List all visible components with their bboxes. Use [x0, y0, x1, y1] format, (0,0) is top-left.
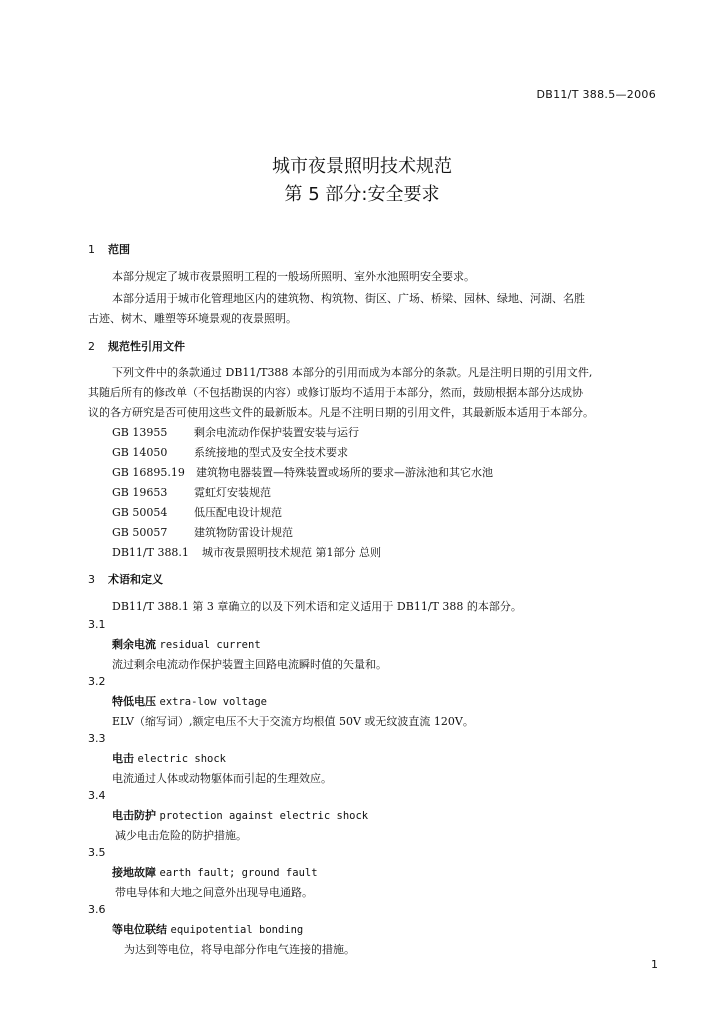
- term-number: 3.4: [88, 789, 106, 802]
- term-name: [112, 807, 368, 823]
- term-chinese: 接地故障: [112, 866, 156, 879]
- reference-item: [112, 484, 271, 500]
- section-title: 规范性引用文件: [108, 340, 185, 353]
- section-title: 术语和定义: [108, 573, 163, 586]
- term-name: [112, 921, 303, 937]
- reference-title: 霓虹灯安装规范: [194, 486, 271, 499]
- term-name: [112, 864, 318, 880]
- paragraph: 本部分规定了城市夜景照明工程的一般场所照明、室外水池照明安全要求。: [112, 270, 475, 283]
- term-english: earth fault; ground fault: [159, 867, 318, 879]
- reference-code: GB 50054: [112, 506, 168, 519]
- term-definition: 电流通过人体或动物躯体而引起的生理效应。: [112, 772, 332, 785]
- reference-item: [112, 464, 493, 480]
- reference-code: GB 50057: [112, 526, 168, 539]
- term-chinese: 电击: [112, 752, 134, 765]
- term-definition: 为达到等电位，将导电部分作电气连接的措施。: [124, 943, 355, 956]
- term-english: protection against electric shock: [159, 810, 369, 822]
- reference-item: [112, 544, 381, 560]
- term-number: 3.3: [88, 732, 106, 745]
- reference-item: [112, 524, 293, 540]
- section-number: 3: [88, 573, 95, 586]
- term-definition: ELV（缩写词）,额定电压不大于交流方均根值 50V 或无纹波直流 120V。: [112, 715, 474, 728]
- term-chinese: 特低电压: [112, 695, 156, 708]
- reference-title: 系统接地的型式及安全技术要求: [194, 446, 348, 459]
- term-chinese: 电击防护: [112, 809, 156, 822]
- term-english: electric shock: [137, 753, 227, 765]
- section-title: 范围: [108, 243, 130, 256]
- reference-code: GB 14050: [112, 446, 168, 459]
- term-name: [112, 636, 261, 652]
- reference-title: 城市夜景照明技术规范 第1部分 总则: [202, 546, 381, 559]
- term-definition: 流过剩余电流动作保护装置主回路电流瞬时值的矢量和。: [112, 658, 387, 671]
- paragraph: 本部分适用于城市化管理地区内的建筑物、构筑物、街区、广场、桥梁、园林、绿地、河湖、名胜: [112, 292, 585, 305]
- section-3-heading: [88, 571, 163, 587]
- section-number: 2: [88, 340, 95, 353]
- reference-title: 剩余电流动作保护装置安装与运行: [194, 426, 359, 439]
- document-subtitle: 第 5 部分:安全要求: [284, 184, 440, 205]
- reference-title: 建筑物电器装置—特殊装置或场所的要求—游泳池和其它水池: [196, 466, 493, 479]
- term-chinese: 剩余电流: [112, 638, 156, 651]
- section-number: 1: [88, 243, 95, 256]
- paragraph: 其随后所有的修改单（不包括勘误的内容）或修订版均不适用于本部分，然而，鼓励根据本部分达成协: [88, 386, 583, 399]
- reference-item: [112, 504, 282, 520]
- term-chinese: 等电位联结: [112, 923, 167, 936]
- term-number: 3.1: [88, 618, 106, 631]
- term-name: [112, 750, 226, 766]
- term-english: extra-low voltage: [159, 696, 267, 708]
- paragraph: 议的各方研究是否可使用这些文件的最新版本。凡是不注明日期的引用文件，其最新版本适用于本部分。: [88, 406, 594, 419]
- section-1-heading: [88, 241, 130, 257]
- term-name: [112, 693, 267, 709]
- reference-title: 建筑物防雷设计规范: [194, 526, 293, 539]
- reference-title: 低压配电设计规范: [194, 506, 282, 519]
- reference-code: GB 16895.19: [112, 466, 185, 479]
- reference-code: DB11/T 388.1: [112, 546, 189, 559]
- reference-item: [112, 444, 348, 460]
- paragraph: DB11/T 388.1 第 3 章确立的以及下列术语和定义适用于 DB11/T 388 的本部分。: [112, 600, 522, 613]
- term-number: 3.2: [88, 675, 106, 688]
- term-definition: 带电导体和大地之间意外出现导电通路。: [115, 886, 313, 899]
- document-code: DB11/T 388.5—2006: [536, 88, 656, 101]
- section-2-heading: [88, 338, 185, 354]
- term-number: 3.5: [88, 846, 106, 859]
- paragraph: 下列文件中的条款通过 DB11/T388 本部分的引用而成为本部分的条款。凡是注明日期的引用文件,: [112, 366, 593, 379]
- term-english: equipotential bonding: [170, 924, 304, 936]
- document-title: 城市夜景照明技术规范: [272, 156, 452, 177]
- reference-code: GB 13955: [112, 426, 168, 439]
- term-definition: 减少电击危险的防护措施。: [115, 829, 247, 842]
- paragraph: 古迹、树木、雕塑等环境景观的夜景照明。: [88, 312, 297, 325]
- page-number: 1: [651, 958, 658, 971]
- term-number: 3.6: [88, 903, 106, 916]
- term-english: residual current: [159, 639, 261, 651]
- reference-code: GB 19653: [112, 486, 168, 499]
- reference-item: [112, 424, 359, 440]
